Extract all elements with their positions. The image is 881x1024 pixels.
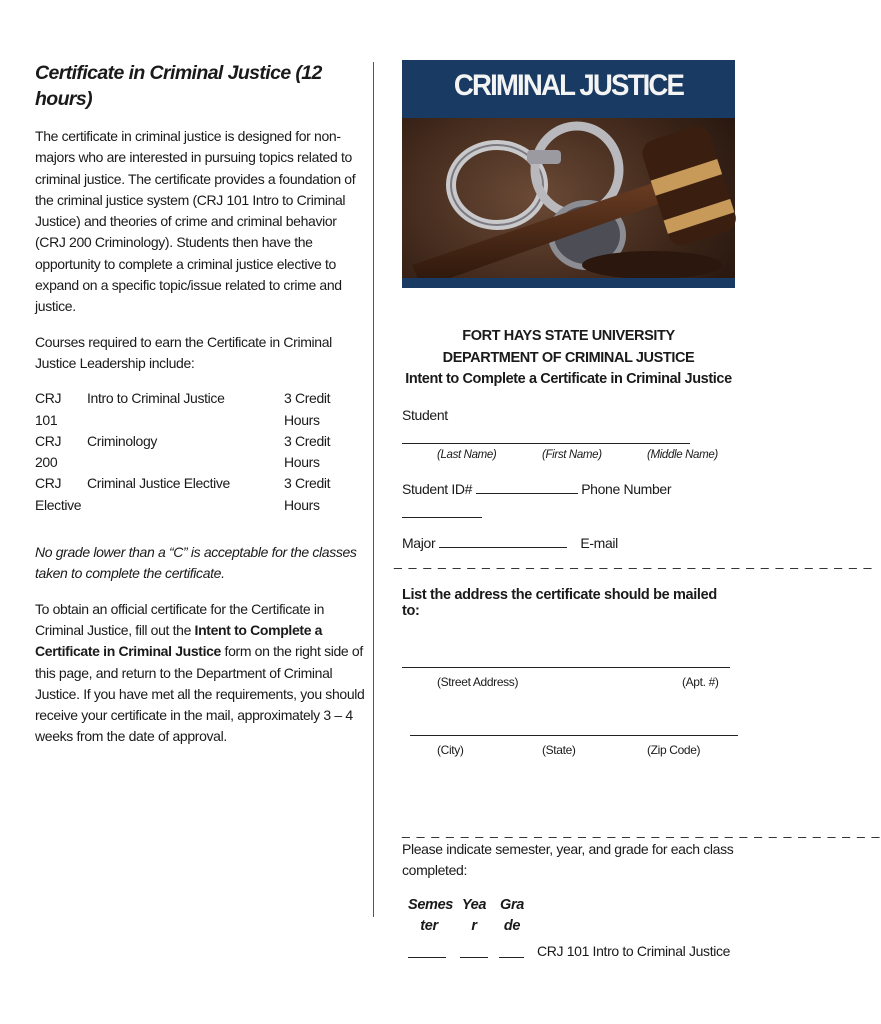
city-line [410,721,735,739]
form-name-bold: Intent to Complete a Certificate in Criminal Justice [35,621,323,660]
course-code: CRJ Elective [35,475,82,513]
semester-header: Semes ter [408,896,454,934]
street-sublabels [402,675,735,693]
info-column [35,60,370,748]
apt-label: (Apt. #) [682,674,719,689]
student-name-field[interactable] [402,429,690,444]
phone-label: Phone Number [581,480,672,497]
major-label: Major [402,534,436,551]
course-code: CRJ 101 [35,390,62,428]
student-id-row [402,479,735,499]
table-row [35,431,344,474]
address-heading: List the address the certificate should be mailed to: [402,586,717,619]
semester-field[interactable] [408,943,446,958]
banner-image [402,60,735,288]
phone-field[interactable] [402,503,482,518]
grade-header: Gra de [500,896,524,934]
course-credit: 3 Credit Hours [284,390,331,428]
last-name-label: (Last Name) [437,448,497,461]
course-code: CRJ 200 [35,432,62,471]
street-label: (Street Address) [437,674,519,689]
state-label: (State) [542,742,576,757]
column-divider [373,62,374,917]
phone-line [402,503,735,521]
student-id-field[interactable] [476,479,578,494]
obtain-text-1: To obtain an official certificate for the Certificate in Criminal Justice, fill out the [35,600,325,638]
form-title: Intent to Complete a Certificate in Criminal Justice [405,371,732,387]
major-field[interactable] [439,533,567,548]
course-name: Criminal Justice Elective [87,475,230,492]
obtain-paragraph [35,599,370,748]
table-row [35,473,344,516]
course-name: Criminology [87,432,158,449]
name-sublabels [402,449,735,467]
courses-table [35,388,344,516]
first-name-label: (First Name) [542,448,602,461]
grade-field[interactable] [499,943,524,958]
year-header: Yea r [461,896,487,934]
student-id-label: Student ID# [402,480,473,497]
major-row [402,533,735,553]
university-name: FORT HAYS STATE UNIVERSITY [462,328,675,344]
banner-bottom-bar [402,278,735,288]
student-label: Student [402,406,448,423]
zip-label: (Zip Code) [647,742,701,757]
section-divider: _ _ _ _ _ _ _ _ _ _ _ _ _ _ _ _ _ _ _ _ _ _ _ _ _ _ _ _ _ _ _ _ _ [402,821,881,838]
email-label: E-mail [580,534,618,551]
grade-table-header [402,895,735,939]
year-field[interactable] [460,943,488,958]
student-name-line[interactable] [402,429,735,447]
course-name: Intro to Criminal Justice [87,390,225,407]
table-row [402,941,735,963]
street-line [402,653,735,671]
class-name: CRJ 101 Intro to Criminal Justice [537,942,731,959]
course-credit: 3 Credit Hours [284,475,331,513]
email-line[interactable]: _ _ _ _ _ _ _ _ _ _ _ _ _ _ _ _ _ _ _ _ _ _ _ _ _ _ _ _ _ _ _ _ _ [394,552,873,569]
middle-name-label: (Middle Name) [647,448,718,461]
street-field[interactable] [402,653,730,668]
city-state-zip-field[interactable] [410,721,738,736]
page-title: Certificate in Criminal Justice (12 hours) [35,62,322,110]
department-name: DEPARTMENT OF CRIMINAL JUSTICE [442,349,695,366]
semester-instruction: Please indicate semester, year, and grade for each class completed: [402,840,734,878]
grade-note: No grade lower than a “C” is acceptable for the classes taken to complete the certificate. [35,544,357,582]
course-credit: 3 Credit Hours [284,432,331,471]
intro-paragraph: The certificate in criminal justice is designed for non-majors who are interested in pursuing topics related to criminal justice. The certificate provides a foundation of the criminal justice system (CRJ 101 Intro to Criminal Justice) and theories of crime and criminal behavior (CRJ 200 Criminology). Students then have the opportunity to complete a criminal justice elective to expand on a specific topic/issue related to crime and justice. [35,128,356,315]
form-column [394,60,881,963]
obtain-text-2: form on the right side of this page, and return to the Department of Criminal Justice. If you have met all the requirements, you should receive your certificate in the mail, approximately 3 – 4 weeks from the date of approval. [35,643,365,745]
banner-title: CRIMINAL JUSTICE [453,69,684,102]
courses-intro: Courses required to earn the Certificate in Criminal Justice Leadership include: [35,333,332,371]
city-label: (City) [437,742,464,757]
table-row [35,388,344,431]
form-heading [402,326,735,391]
city-sublabels [402,743,735,761]
